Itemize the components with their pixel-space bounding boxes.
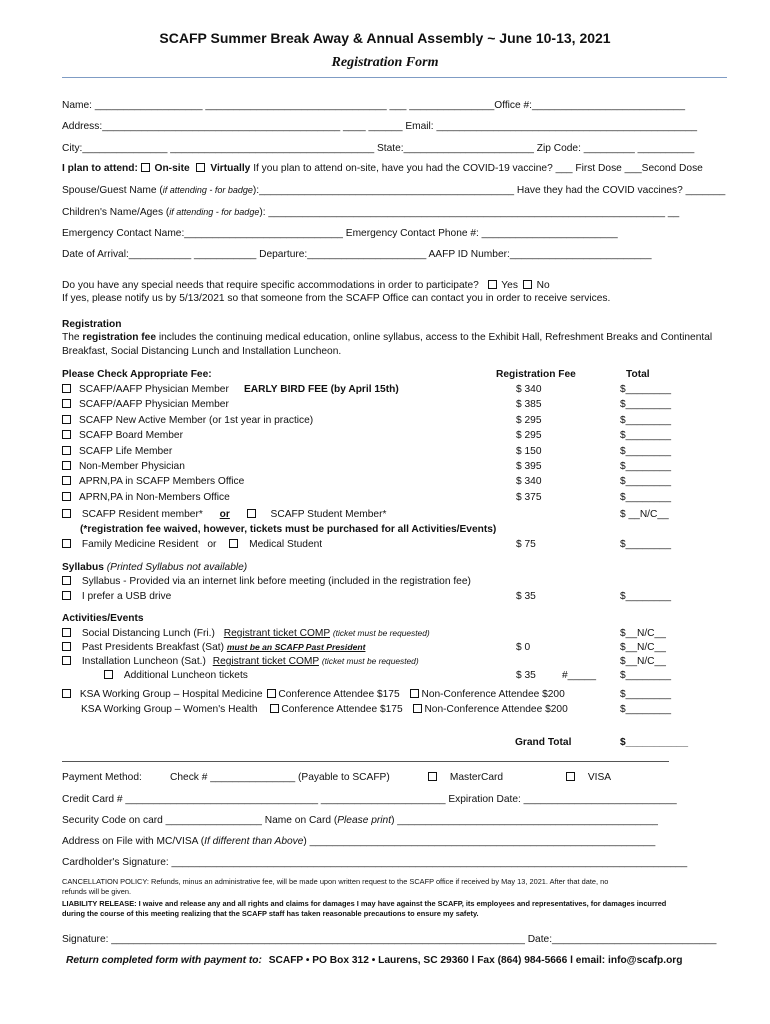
- registration-heading: Registration: [62, 319, 122, 330]
- fee-amount: $ 340: [516, 384, 542, 395]
- additional-checkbox[interactable]: [104, 670, 113, 679]
- fee-row: [62, 383, 229, 396]
- family-fee: $ 75: [516, 539, 536, 550]
- visa-checkbox[interactable]: [566, 772, 575, 781]
- fee-row: [62, 429, 183, 442]
- luncheon-note: (ticket must be requested): [321, 656, 419, 666]
- resident-label: SCAFP Resident member*: [81, 509, 203, 520]
- visa-option: [566, 771, 611, 784]
- card-address-field[interactable]: [62, 835, 655, 848]
- special-yes-checkbox[interactable]: [488, 280, 497, 289]
- ksa-women-nonconf-checkbox[interactable]: [413, 704, 422, 713]
- virtual-checkbox[interactable]: [196, 163, 205, 172]
- usb-label: I prefer a USB drive: [81, 591, 172, 602]
- fee-column-heading: Registration Fee: [496, 369, 576, 380]
- signature-field[interactable]: Signature: _________________________________________________________________________ Date:_____________________________: [62, 934, 717, 945]
- additional-count[interactable]: #_____: [562, 670, 596, 681]
- fee-total[interactable]: $________: [620, 445, 671, 457]
- syllabus-note: (Printed Syllabus not available): [106, 562, 248, 573]
- special-notify: If yes, please notify us by 5/13/2021 so that someone from the SCAFP Office can contact you in order to receive services.: [62, 293, 611, 304]
- footer-line: [66, 954, 682, 967]
- resident-checkbox[interactable]: [62, 509, 71, 518]
- cardholder-signature-field[interactable]: Cardholder's Signature: ___________________________________________________________________________________________: [62, 857, 688, 868]
- ksa-women-label: KSA Working Group – Women's Health: [81, 704, 258, 715]
- security-rest: ) ______________________________________________: [391, 815, 658, 826]
- mastercard-checkbox[interactable]: [428, 772, 437, 781]
- additional-fee: $ 35: [516, 670, 536, 681]
- syllabus-link-label: Syllabus - Provided via an internet link before meeting (included in the registration fee): [81, 576, 471, 587]
- address-field[interactable]: Address:__________________________________________ ____ ______ Email: ______________________________________________: [62, 121, 698, 132]
- additional-row: [104, 669, 248, 682]
- syllabus-item-1: [62, 575, 471, 588]
- special-needs-question: Do you have any special needs that require specific accommodations in order to participate?: [62, 280, 479, 291]
- fee-checkbox[interactable]: [62, 415, 71, 424]
- grand-total-value[interactable]: $___________: [620, 737, 688, 748]
- luncheon-ticket: Registrant ticket COMP: [212, 656, 319, 667]
- security-code-field[interactable]: [62, 814, 658, 827]
- fee-row: [62, 414, 313, 427]
- lunch-note: (ticket must be requested): [332, 628, 430, 638]
- spouse-field[interactable]: [62, 184, 725, 197]
- card-address-rest: ) _____________________________________________________________: [303, 836, 656, 847]
- children-rest: ): ______________________________________________________________________ __: [259, 207, 680, 218]
- intro-text: The: [62, 332, 80, 343]
- fee-label: SCAFP New Active Member (or 1st year in practice): [79, 414, 314, 426]
- breakfast-total[interactable]: $__N/C__: [620, 642, 666, 653]
- card-address-note: If different than Above: [204, 836, 304, 847]
- activities-heading: Activities/Events: [62, 613, 144, 624]
- fee-checkbox[interactable]: [62, 461, 71, 470]
- fee-label: SCAFP Life Member: [79, 445, 173, 457]
- children-label: Children's Name/Ages (: [62, 207, 170, 218]
- additional-label: Additional Luncheon tickets: [123, 670, 248, 681]
- fee-label: APRN,PA in SCAFP Members Office: [79, 476, 245, 488]
- lunch-total[interactable]: $__N/C__: [620, 628, 666, 639]
- family-total[interactable]: $________: [620, 539, 671, 550]
- special-no-label: No: [536, 280, 550, 291]
- fee-amount: $ 340: [516, 476, 542, 488]
- cancellation-policy-2: refunds will be given.: [62, 887, 132, 896]
- registration-intro-2: Breakfast, Social Distancing Lunch and Installation Luncheon.: [62, 346, 342, 357]
- check-fee-heading: Please Check Appropriate Fee:: [62, 369, 212, 380]
- intro-bold: registration fee: [82, 332, 157, 343]
- emergency-field[interactable]: Emergency Contact Name:____________________________ Emergency Contact Phone #: ________________________: [62, 228, 618, 239]
- grand-total-rule: [62, 761, 669, 762]
- check-field[interactable]: Check # _______________ (Payable to SCAFP): [170, 772, 390, 783]
- fee-checkbox[interactable]: [62, 492, 71, 501]
- spouse-label: Spouse/Guest Name (: [62, 185, 163, 196]
- ksa-hospital-total[interactable]: $________: [620, 689, 671, 700]
- ksa-row-1: [62, 688, 565, 701]
- fee-checkbox[interactable]: [62, 446, 71, 455]
- fee-total[interactable]: $________: [620, 384, 671, 395]
- resident-total[interactable]: $ __N/C__: [620, 509, 669, 520]
- usb-total[interactable]: $________: [620, 591, 671, 602]
- fee-label: SCAFP/AAFP Physician Member: [79, 384, 229, 395]
- spouse-rest: ):_____________________________________________ Have they had the COVID vaccines? _______: [252, 185, 726, 196]
- mastercard-option: [428, 771, 503, 784]
- ksa-hospital-conf-checkbox[interactable]: [267, 689, 276, 698]
- fee-total[interactable]: $________: [620, 461, 671, 472]
- fee-label: Non-Member Physician: [79, 461, 185, 472]
- special-needs-row: [62, 279, 550, 292]
- luncheon-row: [62, 655, 419, 668]
- fee-checkbox[interactable]: [62, 430, 71, 439]
- fee-row: [62, 460, 185, 473]
- fee-checkbox[interactable]: [62, 384, 71, 393]
- family-label: Family Medicine Resident: [81, 539, 199, 550]
- visa-label: VISA: [587, 772, 612, 783]
- registration-intro: [62, 331, 712, 344]
- fee-total[interactable]: $________: [620, 430, 671, 442]
- spouse-note: if attending - for badge: [162, 185, 253, 195]
- fee-total[interactable]: $________: [620, 414, 671, 426]
- payment-method-label: Payment Method:: [62, 772, 142, 783]
- syllabus-link-checkbox[interactable]: [62, 576, 71, 585]
- ksa-hospital-nonconf-label: Non-Conference Attendee $200: [421, 689, 565, 700]
- student-label: SCAFP Student Member*: [270, 509, 387, 520]
- family-or: or: [207, 539, 217, 550]
- fee-checkbox[interactable]: [62, 476, 71, 485]
- family-row: [62, 538, 322, 551]
- grand-total-label: Grand Total: [515, 737, 572, 748]
- fee-amount: $ 395: [516, 461, 542, 472]
- arrival-field[interactable]: Date of Arrival:___________ ___________ Departure:_____________________ AAFP ID Number:_________________________: [62, 249, 652, 260]
- fee-row: [62, 491, 230, 504]
- name-field[interactable]: Name: ___________________ ________________________________ ___ _______________Office #:___________________________: [62, 100, 685, 111]
- attend-label: I plan to attend:: [62, 163, 138, 174]
- covid-question[interactable]: If you plan to attend on-site, have you had the COVID-19 vaccine? ___ First Dose ___Second Dose: [253, 163, 703, 174]
- syllabus-item-2: [62, 590, 171, 603]
- fee-row: [62, 398, 229, 411]
- children-note: if attending - for badge: [169, 207, 260, 217]
- fee-amount: $ 295: [516, 430, 542, 442]
- breakfast-note: must be an SCAFP Past President: [226, 642, 366, 652]
- card-address-label: Address on File with MC/VISA (: [62, 836, 205, 847]
- onsite-label: On-site: [154, 163, 190, 174]
- fee-amount: $ 385: [516, 399, 542, 411]
- ksa-women-conf-checkbox[interactable]: [270, 704, 279, 713]
- special-no-checkbox[interactable]: [523, 280, 532, 289]
- syllabus-heading: Syllabus: [62, 562, 104, 573]
- breakfast-checkbox[interactable]: [62, 642, 71, 651]
- family-checkbox[interactable]: [62, 539, 71, 548]
- cancellation-policy-1: CANCELLATION POLICY: Refunds, minus an administrative fee, will be made upon written request to the SCAFP office if received by May 13, 2021. After that date, no: [62, 877, 609, 886]
- breakfast-row: [62, 641, 365, 654]
- attend-row: [62, 162, 703, 175]
- ksa-women-conf-label: Conference Attendee $175: [281, 704, 403, 715]
- ksa-hospital-nonconf-checkbox[interactable]: [410, 689, 419, 698]
- lunch-row: [62, 627, 430, 640]
- waived-note: (*registration fee waived, however, tickets must be purchased for all Activities/Events): [80, 524, 497, 535]
- liability-release-1: LIABILITY RELEASE: I waive and release any and all rights and claims for damages I may have against the SCAFP, its employees and representatives, for damages incurred: [62, 899, 667, 908]
- footer-lead: Return completed form with payment to:: [66, 955, 262, 966]
- virtual-label: Virtually: [210, 163, 251, 174]
- lunch-ticket: Registrant ticket COMP: [223, 628, 330, 639]
- syllabus-heading-row: [62, 561, 247, 574]
- resident-row: [62, 508, 386, 521]
- security-label: Security Code on card _________________ Name on Card (: [62, 815, 338, 826]
- special-yes-label: Yes: [501, 280, 518, 291]
- fee-label: SCAFP/AAFP Physician Member: [79, 399, 229, 411]
- fee-amount: $ 295: [516, 414, 542, 426]
- fee-amount: $ 375: [516, 491, 542, 503]
- additional-total[interactable]: $________: [620, 670, 671, 681]
- usb-fee: $ 35: [516, 591, 536, 602]
- ksa-women-total[interactable]: $________: [620, 704, 671, 715]
- fee-label: APRN,PA in Non-Members Office: [79, 491, 230, 503]
- form-title: SCAFP Summer Break Away & Annual Assembly ~ June 10-13, 2021: [159, 30, 611, 46]
- fee-row: [62, 445, 172, 458]
- mastercard-label: MasterCard: [449, 772, 504, 783]
- total-column-heading: Total: [626, 369, 650, 380]
- fee-total[interactable]: $________: [620, 399, 671, 411]
- fee-amount: $ 150: [516, 445, 542, 457]
- lunch-checkbox[interactable]: [62, 628, 71, 637]
- med-student-label: Medical Student: [249, 539, 323, 550]
- intro-rest: includes the continuing medical education, online syllabus, access to the Exhibit Hall, Refreshment Breaks and Continental: [158, 332, 713, 343]
- lunch-label: Social Distancing Lunch (Fri.): [81, 628, 215, 639]
- liability-release-2: during the course of this meeting realizing that the SCAFP staff has taken reasonable precautions to ensure my safety.: [62, 909, 479, 918]
- fee-label: SCAFP Board Member: [79, 430, 183, 442]
- ksa-women-nonconf-label: Non-Conference Attendee $200: [424, 704, 568, 715]
- onsite-checkbox[interactable]: [141, 163, 150, 172]
- ksa-hospital-checkbox[interactable]: [62, 689, 71, 698]
- ksa-hospital-conf-label: Conference Attendee $175: [278, 689, 400, 700]
- footer-address: SCAFP • PO Box 312 • Laurens, SC 29360 l Fax (864) 984-5666 l email: info@scafp.org: [268, 955, 683, 966]
- security-note: Please print: [337, 815, 392, 826]
- usb-checkbox[interactable]: [62, 591, 71, 600]
- early-bird-label: EARLY BIRD FEE (by April 15th): [244, 384, 399, 395]
- header-rule: [62, 77, 727, 78]
- resident-or: or: [219, 509, 230, 520]
- luncheon-checkbox[interactable]: [62, 656, 71, 665]
- fee-checkbox[interactable]: [62, 399, 71, 408]
- fee-row: [62, 475, 244, 488]
- breakfast-label: Past Presidents Breakfast (Sat): [81, 642, 224, 653]
- med-student-checkbox[interactable]: [229, 539, 238, 548]
- form-subtitle: Registration Form: [331, 55, 439, 70]
- credit-card-field[interactable]: Credit Card # __________________________________ ______________________ Expiration Date: ___________________________: [62, 794, 677, 805]
- fee-total[interactable]: $________: [620, 476, 671, 488]
- ksa-row-2: [81, 703, 568, 716]
- ksa-hospital-label: KSA Working Group – Hospital Medicine: [79, 689, 263, 700]
- fee-total[interactable]: $________: [620, 491, 671, 503]
- luncheon-total[interactable]: $__N/C__: [620, 656, 666, 667]
- breakfast-fee: $ 0: [516, 642, 531, 653]
- luncheon-label: Installation Luncheon (Sat.): [81, 656, 206, 667]
- student-checkbox[interactable]: [247, 509, 256, 518]
- city-field[interactable]: City:_______________ ____________________________________ State:_______________________ Zip Code: _________ __________: [62, 143, 695, 154]
- children-field[interactable]: [62, 206, 679, 219]
